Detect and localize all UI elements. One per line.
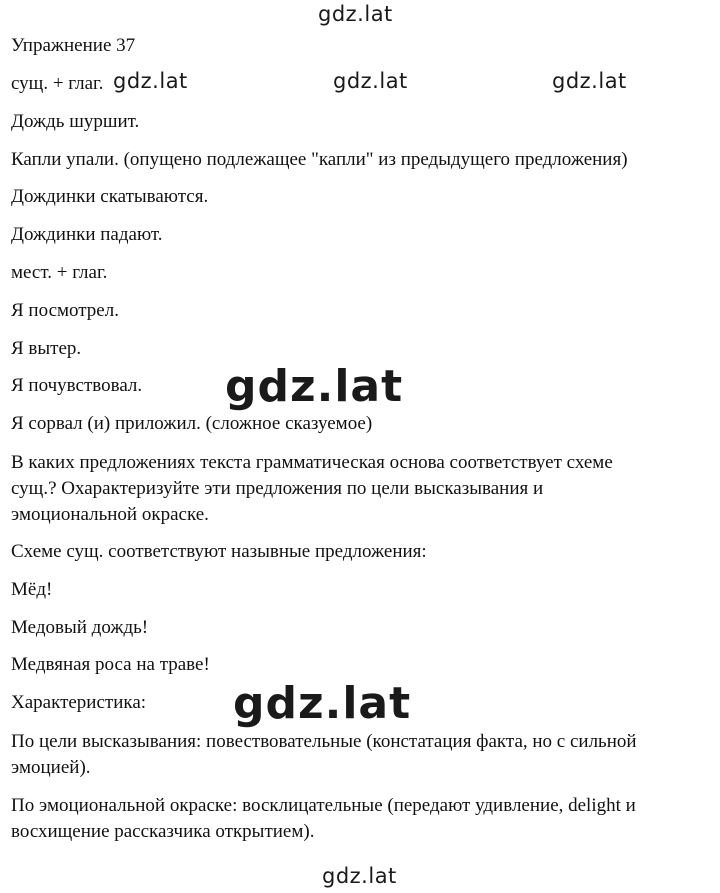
sentence-line: Капли упали. (опущено подлежащее "капли" из предыдущего предложения) (11, 149, 628, 170)
emotion-paragraph: По эмоциональной окраске: восклицательные (передают удивление, delight и восхищение рассказчика открытием). (11, 795, 636, 842)
watermark-large-upper: gdz.lat (225, 361, 404, 412)
watermark-row-right: gdz.lat (552, 69, 627, 93)
watermark-row-middle: gdz.lat (333, 69, 408, 93)
sentence-line: Дождь шуршит. (11, 111, 140, 132)
watermark-top: gdz.lat (318, 2, 393, 26)
exercise-heading: Упражнение 37 (11, 35, 136, 56)
watermark-bottom: gdz.lat (322, 864, 397, 888)
watermark-large-lower: gdz.lat (233, 678, 412, 729)
watermark-row-left: gdz.lat (113, 69, 188, 93)
purpose-paragraph: По цели высказывания: повествовательные (констатация факта, но с сильной эмоцией). (11, 731, 637, 778)
sentence-line: Я почувствовал. (11, 375, 143, 396)
exclamation-line: Медовый дождь! (11, 617, 149, 638)
characteristic-label: Характеристика: (11, 692, 147, 713)
sentence-line: Дождинки падают. (11, 224, 163, 245)
answer-line: Схеме сущ. соответствуют назывные предложения: (11, 541, 427, 562)
sentence-line: Я посмотрел. (11, 300, 119, 321)
scheme-noun-verb: сущ. + глаг. (11, 73, 104, 94)
sentence-line: Я сорвал (и) приложил. (сложное сказуемое) (11, 413, 373, 434)
sentence-line: Дождинки скатываются. (11, 186, 209, 207)
exclamation-line: Мёд! (11, 579, 53, 600)
sentence-line: Я вытер. (11, 338, 82, 359)
scheme-pronoun-verb: мест. + глаг. (11, 262, 108, 283)
exclamation-line: Медвяная роса на траве! (11, 654, 210, 675)
question-paragraph: В каких предложениях текста грамматическая основа соответствует схеме сущ.? Охарактеризуйте эти предложения по цели высказывания и эмоциональной окраске. (11, 452, 613, 525)
